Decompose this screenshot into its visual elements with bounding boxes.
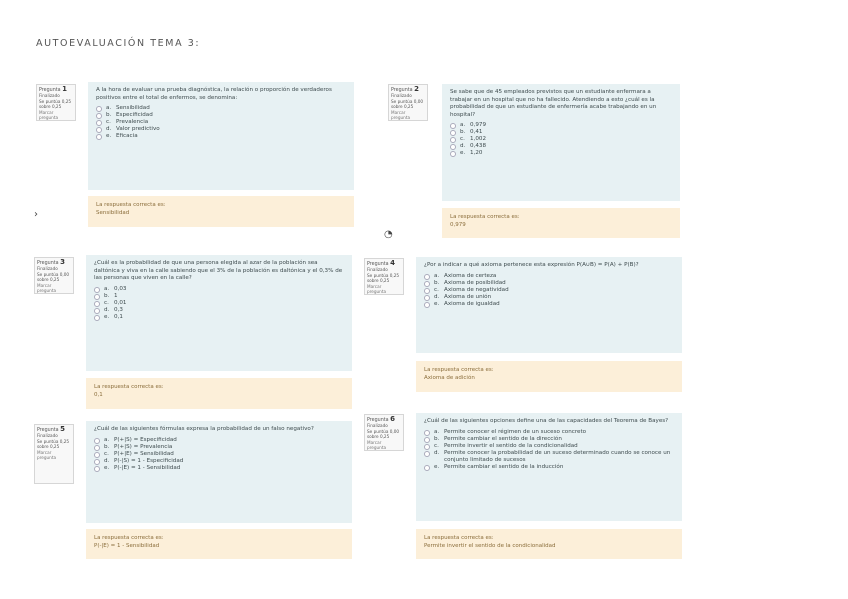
answer-option[interactable] [94,444,344,451]
answer-option[interactable] [96,126,346,133]
option-letter: e. [104,313,110,320]
flag-question-link[interactable]: Marcar pregunta [367,283,387,295]
option-text: Axioma de certeza [444,272,497,279]
option-letter: a. [104,285,110,292]
option-letter: d. [460,143,466,150]
option-letter: a. [434,272,440,279]
flag-question-link[interactable]: Marcar pregunta [37,282,57,294]
question-text: Se sabe que de 45 empleados previstos que un estudiante enfermara a trabajar en un hospital que no ha fallecido. Atendiendo a esto ¿cuál es la probabilidad de que un estudiante de enfermería acabe trabajando en un hospital? [450,89,657,118]
answer-option[interactable] [424,287,674,294]
option-text: Permite conocer la probabilidad de un suceso determinado cuando se conoce un conjunto limitado de sucesos [444,449,671,463]
radio-button[interactable] [424,302,430,308]
option-letter: a. [460,122,466,129]
radio-button[interactable] [94,294,100,300]
answer-option[interactable] [94,314,344,321]
option-letter: d. [104,457,110,464]
option-letter: d. [434,449,440,456]
option-letter: c. [434,286,439,293]
radio-button[interactable] [424,451,430,457]
option-text: 0,979 [470,122,487,129]
answer-option[interactable] [94,465,344,472]
answer-option[interactable] [96,105,346,112]
option-text: 0,438 [470,143,487,150]
correct-answer-box: La respuesta correcta es: 0,1 [86,378,352,409]
question-info: Pregunta 6 Finalizado Se puntúa 0,00 sobre 0,25 Marcar pregunta [364,414,404,451]
option-letter: b. [460,129,466,136]
option-text: 0,41 [470,129,483,136]
option-letter: d. [104,306,110,313]
option-text: P(+|S) = Prevalencia [114,443,173,450]
radio-button[interactable] [94,438,100,444]
page-title: AUTOEVALUACIÓN TEMA 3: [36,38,201,49]
option-letter: b. [106,112,112,119]
option-text: Sensibilidad [116,105,150,112]
radio-button[interactable] [96,134,102,140]
option-letter: c. [434,442,439,449]
option-letter: b. [104,292,110,299]
nav-arrow-icon[interactable]: › [34,209,38,220]
answer-option[interactable] [424,443,674,450]
question-info: Pregunta 4 Finalizado Se puntúa 0,25 sobre 0,25 Marcar pregunta [364,258,404,295]
radio-button[interactable] [424,295,430,301]
option-letter: d. [106,126,112,133]
correct-answer-box: La respuesta correcta es: P(-|E) = 1 - Sensibilidad [86,529,352,559]
radio-button[interactable] [94,466,100,472]
option-text: P(-|S) = 1 - Especificidad [114,457,184,464]
radio-button[interactable] [424,437,430,443]
radio-button[interactable] [424,465,430,471]
flag-question-link[interactable]: Marcar pregunta [37,449,57,461]
answer-option[interactable] [94,293,344,300]
option-letter: c. [104,450,109,457]
option-text: 0,03 [114,285,127,292]
radio-button[interactable] [94,452,100,458]
question-text: ¿Cuál es la probabilidad de que una persona elegida al azar de la población sea daltónica y viva en la calle sabiendo que el 3% de la población es daltónica y el 0,3% de las personas que viven en la calle? [94,260,343,282]
question-box [416,257,682,353]
option-text: Axioma de unión [444,293,492,300]
question-box [442,84,680,201]
option-text: P(-|E) = 1 - Sensibilidad [114,464,181,471]
radio-button[interactable] [424,444,430,450]
radio-button[interactable] [94,308,100,314]
answer-option[interactable] [94,300,344,307]
answer-option[interactable] [94,458,344,465]
question-info: Pregunta 5 Finalizado Se puntúa 0,25 sobre 0,25 Marcar pregunta [34,424,74,484]
option-letter: e. [434,463,440,470]
answer-option[interactable] [424,436,674,443]
radio-button[interactable] [424,430,430,436]
option-text: 1,20 [470,150,483,157]
option-letter: a. [104,436,110,443]
answer-option[interactable] [424,464,674,471]
option-text: 0,01 [114,299,127,306]
question-text: ¿Cuál de las siguientes fórmulas expresa la probabilidad de un falso negativo? [94,426,314,432]
option-text: Permite cambiar el sentido de la inducción [444,463,564,470]
correct-answer-box: La respuesta correcta es: Axioma de adición [416,361,682,392]
radio-button[interactable] [424,274,430,280]
answer-option[interactable] [450,136,672,143]
question-text: ¿Cuál de las siguientes opciones define una de las capacidades del Teorema de Bayes? [424,418,669,424]
loading-spinner-icon: ◔ [384,229,393,240]
answer-option[interactable] [424,273,674,280]
answer-option[interactable] [94,437,344,444]
answer-option[interactable] [424,301,674,308]
option-letter: b. [434,279,440,286]
option-text: P(+|S) = Especificidad [114,436,177,443]
question-box [416,413,682,521]
option-text: Valor predictivo [116,126,160,133]
option-letter: a. [106,105,112,112]
option-text: Axioma de posibilidad [444,279,506,286]
option-letter: a. [434,428,440,435]
question-info: Pregunta 2 Finalizado Se puntúa 0,00 sobre 0,25 Marcar pregunta [388,84,428,121]
option-text: Permite cambiar el sentido de la dirección [444,435,562,442]
option-letter: e. [434,300,440,307]
option-text: 0,1 [114,313,123,320]
answer-option[interactable] [424,429,674,436]
radio-button[interactable] [450,151,456,157]
option-text: Especificidad [116,112,153,119]
option-letter: e. [460,150,466,157]
answer-option[interactable] [94,286,344,293]
option-letter: c. [106,119,111,126]
answer-option[interactable] [450,150,672,157]
radio-button[interactable] [424,281,430,287]
correct-answer-box: La respuesta correcta es: Sensibilidad [88,196,354,227]
question-info: Pregunta 3 Finalizado Se puntúa 0,00 sobre 0,25 Marcar pregunta [34,257,74,294]
option-letter: c. [104,299,109,306]
question-box [86,255,352,371]
option-letter: d. [434,293,440,300]
option-letter: b. [104,443,110,450]
option-letter: c. [460,136,465,143]
radio-button[interactable] [94,301,100,307]
answer-option[interactable] [450,129,672,136]
radio-button[interactable] [94,459,100,465]
flag-question-link[interactable]: Marcar pregunta [39,109,59,121]
option-text: Eficacia [116,133,138,140]
radio-button[interactable] [94,445,100,451]
answer-option[interactable] [96,133,346,140]
answer-option[interactable] [96,119,346,126]
option-text: Axioma de igualdad [444,300,500,307]
answer-option[interactable] [94,451,344,458]
answer-option[interactable] [94,307,344,314]
option-text: P(+|E) = Sensibilidad [114,450,174,457]
flag-question-link[interactable]: Marcar pregunta [391,109,411,121]
option-letter: e. [104,464,110,471]
option-text: 0,3 [114,306,123,313]
option-letter: e. [106,133,112,140]
question-text: ¿Por a indicar a qué axioma pertenece esta expresión P(A∪B) = P(A) + P(B)? [424,262,639,268]
answer-option[interactable] [96,112,346,119]
radio-button[interactable] [94,315,100,321]
question-text: A la hora de evaluar una prueba diagnóstica, la relación o proporción de verdaderos positivos entre el total de enfermos, se denomina: [96,87,332,101]
answer-option[interactable] [424,280,674,287]
option-text: Permite invertir el sentido de la condicionalidad [444,442,578,449]
answer-option[interactable] [450,122,672,129]
correct-answer-box: La respuesta correcta es: 0,979 [442,208,680,238]
correct-answer-box: La respuesta correcta es: Permite invertir el sentido de la condicionalidad [416,529,682,559]
question-info: Pregunta 1 Finalizado Se puntúa 0,25 sobre 0,25 Marcar pregunta [36,84,76,121]
answer-option[interactable] [450,143,672,150]
option-text: Prevalencia [116,119,149,126]
question-box [88,82,354,190]
option-text: Axioma de negatividad [444,286,509,293]
option-text: Permite conocer el régimen de un suceso concreto [444,428,587,435]
flag-question-link[interactable]: Marcar pregunta [367,439,387,451]
radio-button[interactable] [94,287,100,293]
option-letter: b. [434,435,440,442]
option-text: 1,002 [470,136,487,143]
answer-option[interactable] [424,294,674,301]
answer-option[interactable] [424,450,674,464]
radio-button[interactable] [424,288,430,294]
option-text: 1 [114,292,118,299]
question-box [86,421,352,523]
